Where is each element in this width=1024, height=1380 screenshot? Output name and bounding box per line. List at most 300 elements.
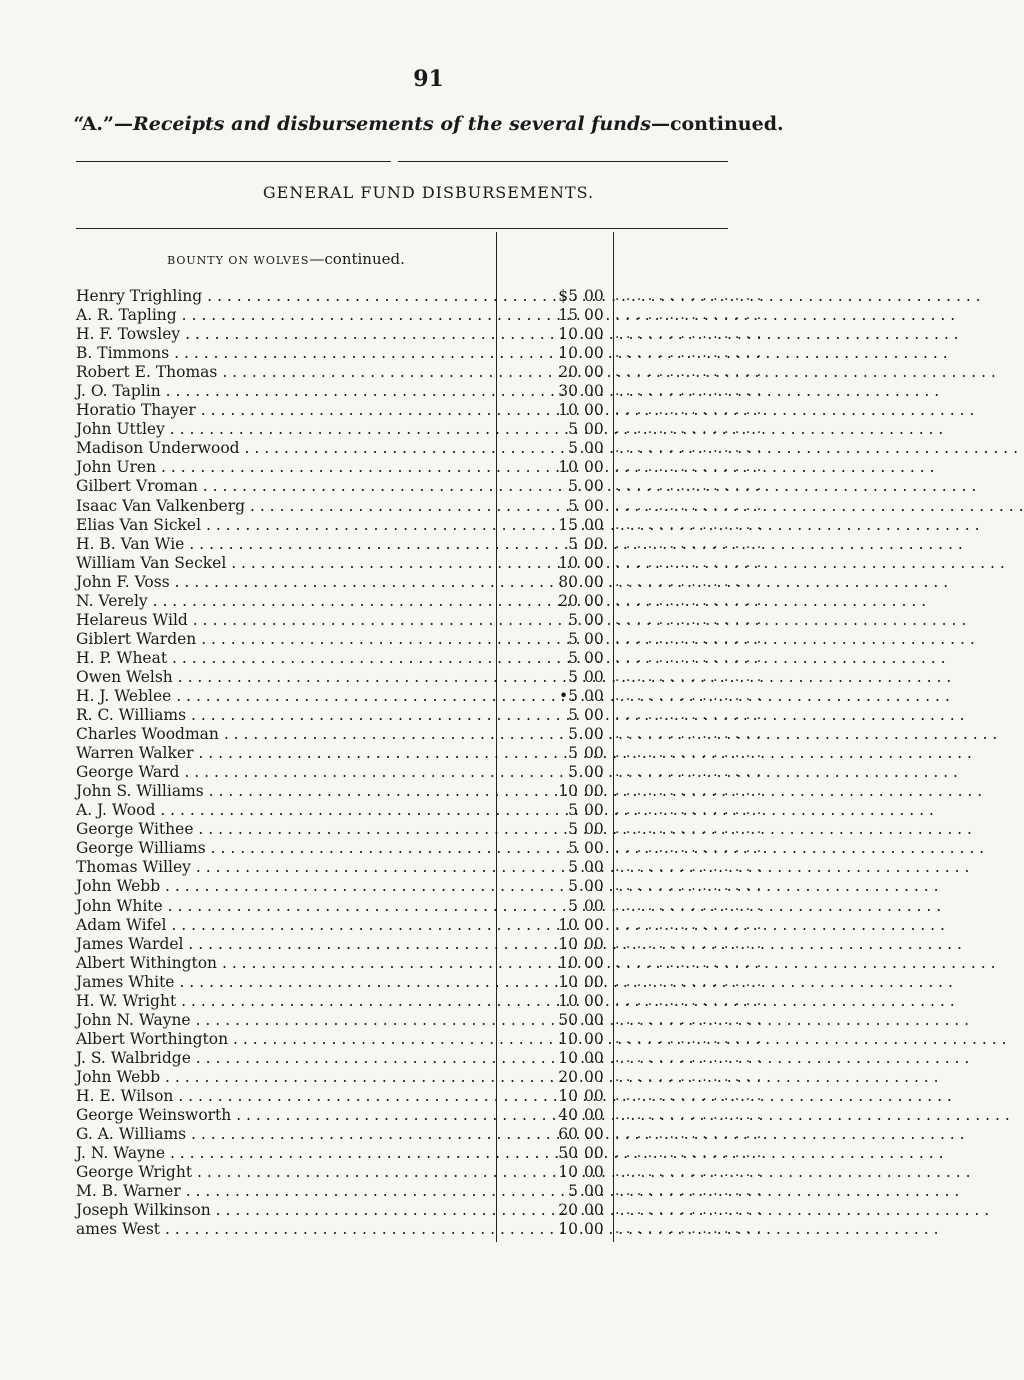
- amount-cents: 00: [584, 496, 604, 515]
- amount-dollars: 15: [558, 306, 578, 325]
- amount-dollars: 5: [568, 896, 578, 915]
- amount: [496, 801, 611, 820]
- payee-name: George Williams . . .: [76, 839, 496, 858]
- subheading-smallcaps: BOUNTY ON WOLVES: [167, 254, 310, 267]
- leader-dots: . . . . . . . . . . . . . .: [615, 1107, 763, 1124]
- amount-dollars: $5: [558, 287, 578, 306]
- disbursement-row: [76, 1029, 763, 1049]
- leader-dots: . . . . . . . . . . . . . .: [615, 364, 763, 381]
- disbursement-row: [76, 572, 763, 592]
- disbursement-row: [76, 953, 763, 973]
- table-subheading: [76, 250, 496, 268]
- amount-dollars: 10: [558, 1086, 578, 1105]
- amount: [496, 306, 611, 325]
- payee-name: Helareus Wild . . .: [76, 611, 496, 630]
- header-prefix: “A.”—: [73, 113, 133, 135]
- leader-dots: . . . . . . . . . . . . . .: [615, 764, 763, 781]
- leader-dots: . . . . . . . . . . . . . .: [615, 497, 763, 514]
- payee-name: John White . . .: [76, 897, 496, 916]
- amount-dollars: 5: [568, 667, 578, 686]
- page-number: 91: [413, 66, 444, 92]
- payee-name: Giblert Warden . . .: [76, 630, 496, 649]
- payee-name: Owen Welsh . . .: [76, 668, 496, 687]
- amount: [496, 725, 611, 744]
- disbursement-row: [76, 991, 763, 1011]
- table-top-rule: [76, 228, 728, 229]
- payee-name: Elias Van Sickel . . .: [76, 516, 496, 535]
- amount-cents: 00: [584, 1010, 604, 1029]
- amount-dollars: 20: [558, 1201, 578, 1220]
- disbursement-row: [76, 782, 763, 801]
- amount: [496, 611, 611, 630]
- amount: [496, 458, 611, 477]
- amount-dollars: 5: [568, 763, 578, 782]
- payee-name: Albert Withington . . .: [76, 954, 496, 973]
- payee-name: Charles Woodman . . .: [76, 725, 496, 744]
- leader-dots: . . . . . . . . . . . . . .: [615, 1087, 763, 1104]
- disbursement-row: [76, 629, 763, 649]
- leader-dots: . . . . . . . . . . . . . .: [615, 707, 763, 724]
- amount-cents: 00: [584, 363, 604, 382]
- leader-dots: . . . . . . . . . . . . . .: [615, 554, 763, 571]
- disbursement-list: [76, 287, 763, 1239]
- amount-dollars: 10: [558, 782, 578, 801]
- leader-dots: . . . . . . . . . . . . . .: [615, 1126, 763, 1143]
- leader-dots: . . . . . . . . . . . . . .: [615, 307, 763, 324]
- payee-name: John S. Williams . . .: [76, 782, 496, 801]
- payee-name: Madison Underwood . . .: [76, 439, 496, 458]
- disbursement-row: [76, 667, 763, 687]
- leader-dots: . . . . . . . . . . . . . .: [615, 821, 763, 838]
- amount: [496, 992, 611, 1011]
- payee-name: H. E. Wilson . . .: [76, 1087, 496, 1106]
- payee-name: George Weinsworth . . .: [76, 1106, 496, 1125]
- amount-cents: 00: [584, 706, 604, 725]
- amount-dollars: 40: [558, 1106, 578, 1125]
- amount-cents: 00: [584, 648, 604, 667]
- payee-name: Gilbert Vroman . . .: [76, 477, 496, 496]
- amount: [496, 363, 611, 382]
- disbursement-row: [76, 420, 763, 439]
- amount-dollars: 5: [568, 839, 578, 858]
- leader-dots: . . . . . . . . . . . . . .: [615, 1202, 763, 1219]
- disbursement-row: [76, 553, 763, 573]
- amount-dollars: 10: [558, 1220, 578, 1239]
- amount: [496, 954, 611, 973]
- amount-cents: 00: [584, 534, 604, 553]
- leader-dots: . . . . . . . . . . . . . .: [615, 668, 763, 685]
- leader-dots: . . . . . . . . . . . . . .: [615, 592, 763, 609]
- leader-dots: . . . . . . . . . . . . . .: [615, 992, 763, 1009]
- leader-dots: . . . . . . . . . . . . . .: [615, 402, 763, 419]
- payee-name: Isaac Van Valkenberg . . .: [76, 497, 496, 516]
- amount-dollars: 10: [558, 1048, 578, 1067]
- disbursement-row: [76, 1144, 763, 1163]
- leader-dots: . . . . . . . . . . . . . .: [615, 935, 763, 952]
- leader-dots: . . . . . . . . . . . . . .: [615, 916, 763, 933]
- leader-dots: . . . . . . . . . . . . . .: [615, 802, 763, 819]
- amount-cents: 00: [584, 896, 604, 915]
- leader-dots: . . . . . . . . . . . . . .: [615, 1049, 763, 1066]
- payee-name: J. O. Taplin . . .: [76, 382, 496, 401]
- amount: [496, 1144, 611, 1163]
- subheading-rest: —continued.: [309, 250, 405, 268]
- disbursement-row: [76, 648, 763, 668]
- amount: [496, 1220, 611, 1239]
- amount-dollars: 5: [568, 420, 578, 439]
- amount-cents: 00: [584, 325, 604, 344]
- disbursement-row: [76, 1201, 763, 1220]
- amount-dollars: 5: [568, 477, 578, 496]
- payee-name: John Webb . . .: [76, 1068, 496, 1087]
- disbursement-row: [76, 839, 763, 858]
- amount: [496, 535, 611, 554]
- amount-dollars: 5: [568, 534, 578, 553]
- amount: [496, 287, 611, 306]
- amount-dollars: 5: [568, 706, 578, 725]
- amount: [496, 420, 611, 439]
- leader-dots: . . . . . . . . . . . . . .: [615, 440, 763, 457]
- amount-cents: 00: [584, 306, 604, 325]
- payee-name: George Withee . . .: [76, 820, 496, 839]
- amount-cents: 00: [584, 1067, 604, 1086]
- amount-cents: 00: [584, 858, 604, 877]
- amount: [496, 916, 611, 935]
- amount: [496, 382, 611, 401]
- payee-name: William Van Seckel . . .: [76, 554, 496, 573]
- amount-cents: 00: [584, 1163, 604, 1182]
- amount-dollars: •5: [558, 687, 578, 705]
- amount: [496, 344, 611, 363]
- amount: [496, 497, 611, 516]
- amount-dollars: 5: [568, 858, 578, 877]
- amount-dollars: 10: [558, 458, 578, 477]
- amount-dollars: 5: [568, 877, 578, 896]
- disbursement-row: [76, 1220, 763, 1239]
- leader-dots: . . . . . . . . . . . . . .: [615, 897, 763, 914]
- disbursement-row: [76, 496, 763, 516]
- amount-dollars: 30: [558, 382, 578, 401]
- payee-name: H. B. Van Wie . . .: [76, 535, 496, 554]
- amount: [496, 1125, 611, 1144]
- amount-cents: 00: [584, 287, 604, 306]
- amount: [496, 1030, 611, 1049]
- amount-cents: 00: [584, 1201, 604, 1220]
- disbursement-row: [76, 363, 763, 382]
- payee-name: Adam Wifel . . .: [76, 916, 496, 935]
- amount-dollars: 20: [558, 591, 578, 610]
- amount-cents: 00: [584, 458, 604, 477]
- disbursement-row: [76, 725, 763, 744]
- amount-cents: 00: [584, 667, 604, 686]
- disbursement-row: [76, 287, 763, 306]
- disbursement-row: [76, 1125, 763, 1144]
- disbursement-row: [76, 515, 763, 535]
- amount-dollars: 5: [568, 629, 578, 648]
- leader-dots: . . . . . . . . . . . . . .: [615, 1221, 763, 1238]
- amount: [496, 1201, 611, 1220]
- amount: [496, 1049, 611, 1068]
- amount: [496, 1182, 611, 1201]
- amount: [496, 839, 611, 858]
- amount-dollars: 5: [568, 725, 578, 744]
- amount-dollars: 20: [558, 1067, 578, 1086]
- payee-name: B. Timmons . . .: [76, 344, 496, 363]
- disbursement-row: [76, 458, 763, 477]
- amount-cents: 00: [584, 515, 604, 534]
- amount: [496, 573, 611, 592]
- amount-dollars: 5: [568, 820, 578, 839]
- section-title: GENERAL FUND DISBURSEMENTS.: [262, 183, 595, 202]
- amount: [496, 1011, 611, 1030]
- disbursement-row: [76, 591, 763, 611]
- disbursement-row: [76, 534, 763, 554]
- disbursement-row: [76, 1067, 763, 1087]
- amount: [496, 439, 611, 458]
- leader-dots: . . . . . . . . . . . . . .: [615, 973, 763, 990]
- leader-dots: . . . . . . . . . . . . . .: [615, 1011, 763, 1028]
- leader-dots: . . . . . . . . . . . . . .: [615, 878, 763, 895]
- payee-name: John Uttley . . .: [76, 420, 496, 439]
- amount-cents: 00: [584, 725, 604, 744]
- amount-dollars: 10: [558, 1163, 578, 1182]
- amount-cents: 00: [584, 553, 604, 572]
- amount-dollars: 5: [568, 801, 578, 820]
- amount-dollars: 10: [558, 934, 578, 953]
- amount-cents: 00: [584, 1125, 604, 1144]
- leader-dots: . . . . . . . . . . . . . .: [615, 1068, 763, 1085]
- disbursement-row: [76, 687, 763, 706]
- payee-name: H. P. Wheat . . .: [76, 649, 496, 668]
- disbursement-row: [76, 915, 763, 935]
- amount-dollars: 10: [558, 1029, 578, 1048]
- amount: [496, 897, 611, 916]
- amount-dollars: 10: [558, 953, 578, 972]
- leader-dots: . . . . . . . . . . . . . .: [615, 859, 763, 876]
- amount-cents: 00: [584, 1029, 604, 1048]
- header-rule-left: [76, 161, 391, 162]
- disbursement-row: [76, 325, 763, 344]
- amount-cents: 00: [584, 744, 604, 763]
- disbursement-row: [76, 934, 763, 954]
- amount: [496, 649, 611, 668]
- payee-name: H. J. Weblee . . .: [76, 687, 496, 706]
- amount: [496, 1163, 611, 1182]
- amount-cents: 00: [584, 1220, 604, 1239]
- payee-name: Henry Trighling . . .: [76, 287, 496, 306]
- amount-dollars: 10: [558, 991, 578, 1010]
- leader-dots: . . . . . . . . . . . . . .: [615, 783, 763, 800]
- amount-dollars: 10: [558, 915, 578, 934]
- disbursement-row: [76, 382, 763, 401]
- disbursement-row: [76, 801, 763, 820]
- amount-dollars: 5: [568, 744, 578, 763]
- amount-dollars: 80: [558, 572, 578, 591]
- amount: [496, 668, 611, 687]
- amount: [496, 820, 611, 839]
- leader-dots: . . . . . . . . . . . . . .: [615, 954, 763, 971]
- amount-cents: 00: [584, 610, 604, 629]
- leader-dots: . . . . . . . . . . . . . .: [615, 745, 763, 762]
- disbursement-row: [76, 972, 763, 992]
- payee-name: J. S. Walbridge . . .: [76, 1049, 496, 1068]
- amount: [496, 325, 611, 344]
- amount: [496, 744, 611, 763]
- payee-name: G. A. Williams . . .: [76, 1125, 496, 1144]
- leader-dots: . . . . . . . . . . . . . .: [615, 345, 763, 362]
- disbursement-row: [76, 1182, 763, 1201]
- amount: [496, 592, 611, 611]
- payee-name: Horatio Thayer . . .: [76, 401, 496, 420]
- amount: [496, 877, 611, 896]
- header-italic-title: Receipts and disbursements of the several funds: [132, 113, 651, 135]
- amount-cents: 00: [584, 477, 604, 496]
- amount-cents: 00: [584, 382, 604, 401]
- amount-cents: 00: [584, 934, 604, 953]
- leader-dots: . . . . . . . . . . . . . .: [615, 649, 763, 666]
- amount: [496, 554, 611, 573]
- payee-name: Warren Walker . . .: [76, 744, 496, 763]
- amount: [496, 477, 611, 496]
- amount: [496, 973, 611, 992]
- payee-name: A. R. Tapling . . .: [76, 306, 496, 325]
- amount-cents: 00: [584, 763, 604, 782]
- amount: [496, 706, 611, 725]
- amount-cents: 00: [584, 344, 604, 363]
- payee-name: James Wardel . . .: [76, 935, 496, 954]
- amount-dollars: 10: [558, 553, 578, 572]
- disbursement-row: [76, 744, 763, 763]
- amount-dollars: 5: [568, 648, 578, 667]
- amount-dollars: 15: [558, 515, 578, 534]
- amount: [496, 516, 611, 535]
- header-suffix: —continued.: [650, 113, 784, 135]
- leader-dots: . . . . . . . . . . . . . .: [615, 688, 763, 704]
- amount-cents: 00: [584, 1182, 604, 1201]
- leader-dots: . . . . . . . . . . . . . .: [615, 726, 763, 743]
- amount-cents: 00: [584, 991, 604, 1010]
- amount-cents: 00: [584, 1144, 604, 1163]
- amount-cents: 00: [584, 801, 604, 820]
- amount: [496, 1068, 611, 1087]
- amount-cents: 00: [584, 953, 604, 972]
- amount-cents: 00: [584, 591, 604, 610]
- amount-cents: 00: [584, 820, 604, 839]
- leader-dots: . . . . . . . . . . . . . .: [615, 1030, 763, 1047]
- disbursement-row: [76, 877, 763, 896]
- disbursement-row: [76, 820, 763, 839]
- leader-dots: . . . . . . . . . . . . . .: [615, 840, 763, 857]
- amount-dollars: 60: [558, 1125, 578, 1144]
- amount-cents: 00: [584, 877, 604, 896]
- amount: [496, 782, 611, 801]
- payee-name: John F. Voss . . .: [76, 573, 496, 592]
- disbursement-row: [76, 1010, 763, 1030]
- amount-cents: 00: [584, 839, 604, 858]
- disbursement-row: [76, 439, 763, 458]
- payee-name: H. W. Wright . . .: [76, 992, 496, 1011]
- amount-dollars: 10: [558, 344, 578, 363]
- payee-name: ames West . . .: [76, 1220, 496, 1239]
- payee-name: John Uren . . .: [76, 458, 496, 477]
- amount-dollars: 5: [568, 439, 578, 458]
- disbursement-row: [76, 477, 763, 496]
- payee-name: Albert Worthington . . .: [76, 1030, 496, 1049]
- amount: [496, 1106, 611, 1125]
- payee-name: N. Verely . . .: [76, 592, 496, 611]
- amount: [496, 763, 611, 782]
- amount: [496, 687, 611, 706]
- amount-cents: 00: [584, 915, 604, 934]
- leader-dots: . . . . . . . . . . . . . .: [615, 326, 763, 343]
- header-rule-right: [398, 161, 728, 162]
- disbursement-row: [76, 306, 763, 325]
- amount-cents: 00: [584, 972, 604, 991]
- amount-cents: 00: [584, 401, 604, 420]
- amount-cents: 00: [584, 439, 604, 458]
- amount: [496, 1087, 611, 1106]
- leader-dots: . . . . . . . . . . . . . .: [615, 573, 763, 590]
- disbursement-row: [76, 1048, 763, 1068]
- leader-dots: . . . . . . . . . . . . . .: [615, 535, 763, 552]
- disbursement-row: [76, 401, 763, 420]
- amount: [496, 858, 611, 877]
- disbursement-row: [76, 858, 763, 877]
- disbursement-row: [76, 763, 763, 782]
- payee-name: J. N. Wayne . . .: [76, 1144, 496, 1163]
- leader-dots: . . . . . . . . . . . . . .: [615, 611, 763, 628]
- amount-dollars: 5: [568, 610, 578, 629]
- amount-cents: 00: [584, 1086, 604, 1105]
- amount-dollars: 10: [558, 325, 578, 344]
- payee-name: George Ward . . .: [76, 763, 496, 782]
- leader-dots: . . . . . . . . . . . . . .: [615, 1145, 763, 1162]
- leader-dots: . . . . . . . . . . . . . .: [615, 288, 763, 305]
- amount-cents: 00: [584, 1106, 604, 1125]
- payee-name: John N. Wayne . . .: [76, 1011, 496, 1030]
- leader-dots: . . . . . . . . . . . . . .: [615, 478, 763, 495]
- page-header: [0, 113, 857, 135]
- leader-dots: . . . . . . . . . . . . . .: [615, 1164, 763, 1181]
- leader-dots: . . . . . . . . . . . . . .: [615, 516, 763, 533]
- leader-dots: . . . . . . . . . . . . . .: [615, 630, 763, 647]
- leader-dots: . . . . . . . . . . . . . .: [615, 1183, 763, 1200]
- disbursement-row: [76, 706, 763, 725]
- amount-cents: 00: [584, 1048, 604, 1067]
- payee-name: Robert E. Thomas . . .: [76, 363, 496, 382]
- amount-cents: 00: [584, 572, 604, 591]
- amount-cents: 00: [584, 687, 604, 705]
- disbursement-row: [76, 896, 763, 916]
- payee-name: Thomas Willey . . .: [76, 858, 496, 877]
- amount-dollars: 5: [568, 496, 578, 515]
- amount-dollars: 10: [558, 972, 578, 991]
- payee-name: Joseph Wilkinson . . .: [76, 1201, 496, 1220]
- leader-dots: . . . . . . . . . . . . . .: [615, 459, 763, 476]
- disbursement-row: [76, 1106, 763, 1125]
- leader-dots: . . . . . . . . . . . . . .: [615, 383, 763, 400]
- amount-dollars: 5: [568, 1182, 578, 1201]
- payee-name: A. J. Wood . . .: [76, 801, 496, 820]
- amount-dollars: 50: [558, 1144, 578, 1163]
- payee-name: John Webb . . .: [76, 877, 496, 896]
- disbursement-row: [76, 1163, 763, 1182]
- amount: [496, 630, 611, 649]
- leader-dots: . . . . . . . . . . . . . .: [615, 421, 763, 438]
- amount-dollars: 10: [558, 401, 578, 420]
- payee-name: R. C. Williams . . .: [76, 706, 496, 725]
- payee-name: M. B. Warner . . .: [76, 1182, 496, 1201]
